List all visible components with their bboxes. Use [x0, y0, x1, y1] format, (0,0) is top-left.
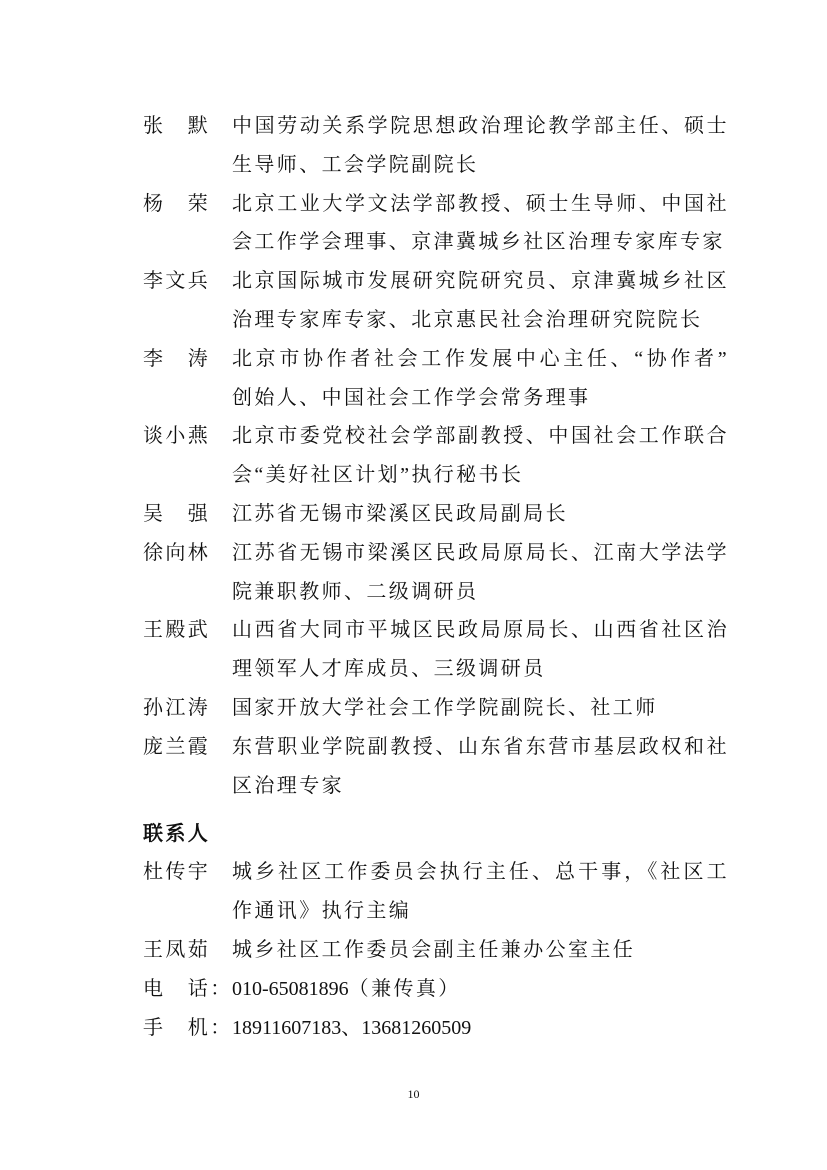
mobile-label: 手 机 — [143, 1016, 211, 1039]
contact-entry — [143, 853, 733, 931]
member-name: 孙江涛 — [143, 696, 211, 719]
member-entry — [143, 534, 733, 612]
member-title-line: 中国劳动关系学院思想政治理论教学部主任、硕士 — [232, 115, 729, 137]
mobile-label-cell — [143, 1009, 232, 1048]
phone-colon: ： — [210, 977, 233, 1000]
member-title-line: 山西省大同市平城区民政局原局长、山西省社区治 — [232, 619, 729, 642]
member-title-line: 北京国际城市发展研究院研究员、京津冀城乡社区 — [232, 270, 729, 293]
member-title — [232, 417, 729, 495]
member-title-line: 北京市委党校社会学部副教授、中国社会工作联合 — [232, 425, 729, 448]
contact-title-line: 作通讯》执行主编 — [232, 900, 412, 923]
member-title — [232, 495, 729, 534]
contact-name: 杜传宇 — [143, 861, 211, 884]
member-name: 庞兰霞 — [143, 735, 211, 758]
member-title — [232, 611, 729, 689]
mobile-numbers: 18911607183、13681260509 — [232, 1016, 472, 1039]
member-entry — [143, 107, 733, 185]
member-entry — [143, 417, 733, 495]
member-entry — [143, 340, 733, 418]
member-name: 杨 荣 — [143, 192, 211, 215]
phone-row — [143, 970, 733, 1009]
member-name: 李文兵 — [143, 270, 211, 293]
member-title — [232, 340, 729, 418]
mobile-colon: ： — [210, 1016, 233, 1039]
page-number: 10 — [407, 1087, 420, 1101]
mobile-line — [232, 1009, 729, 1048]
member-title-line: 北京工业大学文法学部教授、硕士生导师、中国社 — [232, 192, 729, 215]
contact-title-line: 城乡社区工作委员会副主任兼办公室主任 — [232, 938, 636, 961]
member-title-line: 会“美好社区计划”执行秘书长 — [232, 464, 524, 487]
member-title-line: 江苏省无锡市梁溪区民政局副局长 — [232, 502, 568, 525]
phone-value — [232, 970, 729, 1009]
member-title — [232, 262, 729, 340]
document-body — [143, 107, 733, 1047]
member-entry — [143, 728, 733, 806]
member-name: 张 默 — [143, 115, 211, 137]
mobile-value — [232, 1009, 729, 1048]
contact-entry — [143, 931, 733, 970]
member-name: 谈小燕 — [143, 425, 211, 448]
phone-label: 电 话 — [143, 977, 211, 1000]
member-title-line: 区治理专家 — [232, 774, 344, 797]
contact-title — [232, 931, 729, 970]
member-title-line: 生导师、工会学院副院长 — [232, 153, 479, 176]
phone-number: 010-65081896 — [232, 977, 349, 1000]
member-title-line: 会工作学会理事、京津冀城乡社区治理专家库专家 — [232, 231, 725, 254]
member-title-line: 治理专家库专家、北京惠民社会治理研究院院长 — [232, 308, 703, 331]
member-entry — [143, 185, 733, 263]
member-title-line: 院兼职教师、二级调研员 — [232, 580, 479, 603]
member-title — [232, 534, 729, 612]
member-title-line: 创始人、中国社会工作学会常务理事 — [232, 386, 591, 409]
member-entry — [143, 495, 733, 534]
phone-label-cell — [143, 970, 232, 1009]
phone-line — [232, 970, 729, 1009]
mobile-row — [143, 1009, 733, 1048]
member-entry — [143, 689, 733, 728]
member-name: 吴 强 — [143, 502, 211, 525]
member-title-line: 江苏省无锡市梁溪区民政局原局长、江南大学法学 — [232, 541, 729, 564]
member-title — [232, 728, 729, 806]
member-name: 王殿武 — [143, 619, 211, 642]
member-title-line: 理领军人才库成员、三级调研员 — [232, 658, 546, 681]
member-title — [232, 185, 729, 263]
member-title-line: 国家开放大学社会工作学院副院长、社工师 — [232, 696, 658, 719]
member-name: 李 涛 — [143, 347, 211, 370]
contact-title — [232, 853, 729, 931]
member-title-line: 东营职业学院副教授、山东省东营市基层政权和社 — [232, 735, 729, 758]
member-title — [232, 107, 729, 185]
member-title — [232, 689, 729, 728]
member-entry — [143, 611, 733, 689]
contact-name: 王凤茹 — [143, 938, 211, 961]
contacts-heading: 联系人 — [143, 822, 211, 845]
member-title-line: 北京市协作者社会工作发展中心主任、“协作者” — [232, 347, 729, 370]
phone-note: （兼传真） — [348, 977, 461, 1000]
contact-title-line: 城乡社区工作委员会执行主任、总干事，《社区工 — [232, 861, 729, 884]
member-entry — [143, 262, 733, 340]
member-name: 徐向林 — [143, 541, 211, 564]
